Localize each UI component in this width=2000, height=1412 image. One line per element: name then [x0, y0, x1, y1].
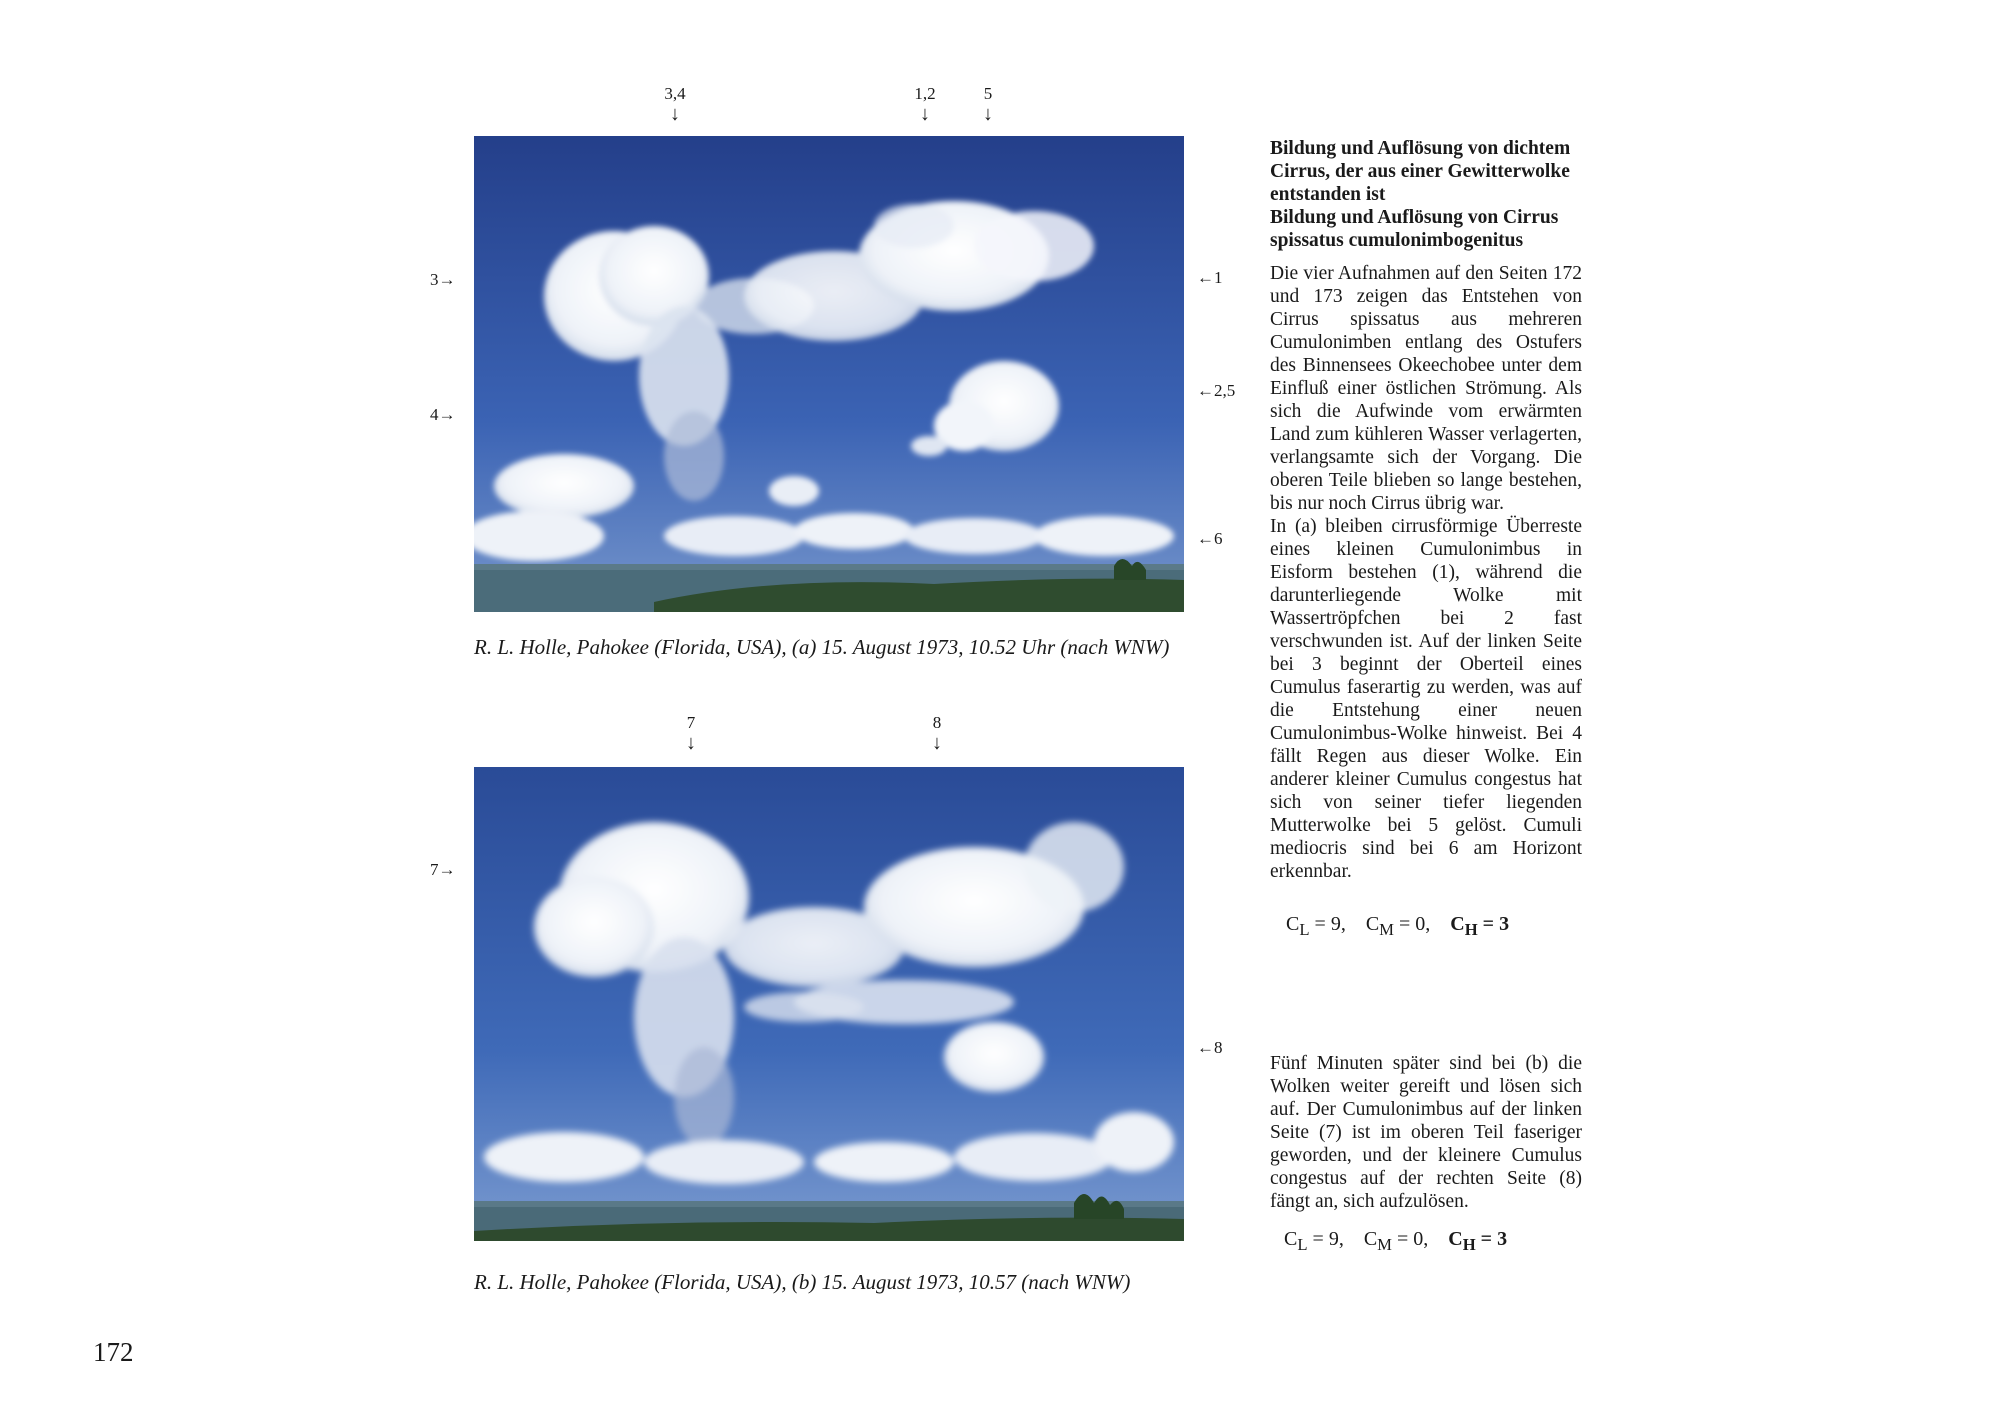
- caption-figure-b: R. L. Holle, Pahokee (Florida, USA), (b) 15. August 1973, 10.57 (nach WNW): [474, 1270, 1131, 1294]
- text-column-b: [1270, 1052, 1582, 1213]
- down-arrow-icon: ↓: [686, 732, 696, 754]
- marker-label: 7: [686, 713, 696, 732]
- down-arrow-icon: ↓: [670, 103, 680, 125]
- formula-ch-value: 3: [1497, 1228, 1508, 1250]
- marker-top-34: [645, 84, 705, 124]
- left-arrow-icon: ←: [1197, 268, 1214, 287]
- cloud-code-formula-a: $C_L = 9$, $C_M = 0$, $C_H = 3$: [1286, 913, 1510, 939]
- heading-line-2: Bildung und Auflösung von Cirrus spissatus cumulonimbogenitus: [1270, 207, 1559, 251]
- marker-top-5: [958, 84, 1018, 124]
- body-paragraph-1: Die vier Aufnahmen auf den Seiten 172 und 173 zeigen das Entstehen von Cirrus spissatus aus mehreren Cumulonimben entlang des Ostufers des Binnensees Okeechobee unter dem Einfluß einer östlichen Strömung. Als sich die Aufwinde vom erwärmten Land zum kühleren Wasser verlagerten, verlangsamte sich der Vorgang. Die oberen Teile blieben so lange bestehen, bis nur noch Cirrus übrig war.: [1270, 263, 1582, 514]
- marker-left-4: [430, 405, 456, 425]
- right-arrow-icon: →: [438, 270, 456, 289]
- left-arrow-icon: ←: [1197, 381, 1214, 400]
- left-arrow-icon: ←: [1197, 529, 1214, 548]
- marker-left-7: [430, 860, 456, 880]
- marker-label: 8: [1214, 1038, 1223, 1057]
- formula-cl-value: 9: [1330, 913, 1341, 935]
- caption-figure-a: R. L. Holle, Pahokee (Florida, USA), (a) 15. August 1973, 10.52 Uhr (nach WNW): [474, 635, 1170, 659]
- marker-left-3: [430, 270, 456, 290]
- heading-line-1: Bildung und Auflösung von dichtem Cirrus, der aus einer Gewitterwolke entstanden ist: [1270, 138, 1571, 205]
- marker-label: 3,4: [664, 84, 686, 103]
- right-arrow-icon: →: [438, 860, 456, 879]
- marker-top-12: [895, 84, 955, 124]
- marker-label: 1: [1214, 268, 1223, 287]
- marker-right-6: [1197, 529, 1223, 549]
- cloud-code-formula-b: $C_L = 9$, $C_M = 0$, $C_H = 3$: [1284, 1228, 1508, 1254]
- page-number: 172: [93, 1337, 134, 1367]
- text-column: [1270, 137, 1582, 883]
- left-arrow-icon: ←: [1197, 1038, 1214, 1057]
- marker-label: 7: [430, 860, 439, 879]
- marker-right-8: [1197, 1038, 1223, 1058]
- marker-label: 4: [430, 405, 439, 424]
- marker-right-25: [1197, 381, 1235, 401]
- down-arrow-icon: ↓: [983, 103, 993, 125]
- marker-label: 6: [1214, 529, 1223, 548]
- section-heading: [1270, 137, 1582, 252]
- marker-right-1: [1197, 268, 1223, 288]
- formula-cl-value: 9: [1328, 1228, 1339, 1250]
- photo-cloud-b: [474, 767, 1184, 1241]
- down-arrow-icon: ↓: [932, 732, 942, 754]
- body-paragraph-2: In (a) bleiben cirrusförmige Überreste eines kleinen Cumulonimbus in Eisform bestehen (1), während die darunterliegende Wolke mit Wassertröpfchen bei 2 fast verschwunden ist. Auf der linken Seite bei 3 beginnt der Oberteil eines Cumulus faserartig zu werden, was auf die Entstehung einer neuen Cumulonimbus-Wolke hinweist. Bei 4 fällt Regen aus dieser Wolke. Ein anderer kleiner Cumulus congestus hat sich von seiner tiefer liegenden Mutterwolke bei 5 gelöst. Cumuli mediocris sind bei 6 am Horizont erkennbar.: [1270, 516, 1582, 882]
- marker-top-8: [907, 713, 967, 753]
- marker-label: 5: [983, 84, 993, 103]
- marker-label: 2,5: [1214, 381, 1236, 400]
- marker-label: 3: [430, 270, 439, 289]
- formula-cm-value: 0: [1413, 1228, 1424, 1250]
- formula-ch-value: 3: [1499, 913, 1510, 935]
- marker-label: 1,2: [914, 84, 936, 103]
- body-paragraph-3: Fünf Minuten später sind bei (b) die Wolken weiter gereift und lösen sich auf. Der Cumulonimbus auf der linken Seite (7) ist im oberen Teil faseriger geworden, und der kleinere Cumulus congestus auf der rechten Seite (8) fängt an, sich aufzulösen.: [1270, 1053, 1582, 1212]
- marker-label: 8: [932, 713, 942, 732]
- right-arrow-icon: →: [438, 405, 456, 424]
- down-arrow-icon: ↓: [920, 103, 930, 125]
- photo-cloud-a: [474, 136, 1184, 612]
- marker-top-7: [661, 713, 721, 753]
- formula-cm-value: 0: [1415, 913, 1426, 935]
